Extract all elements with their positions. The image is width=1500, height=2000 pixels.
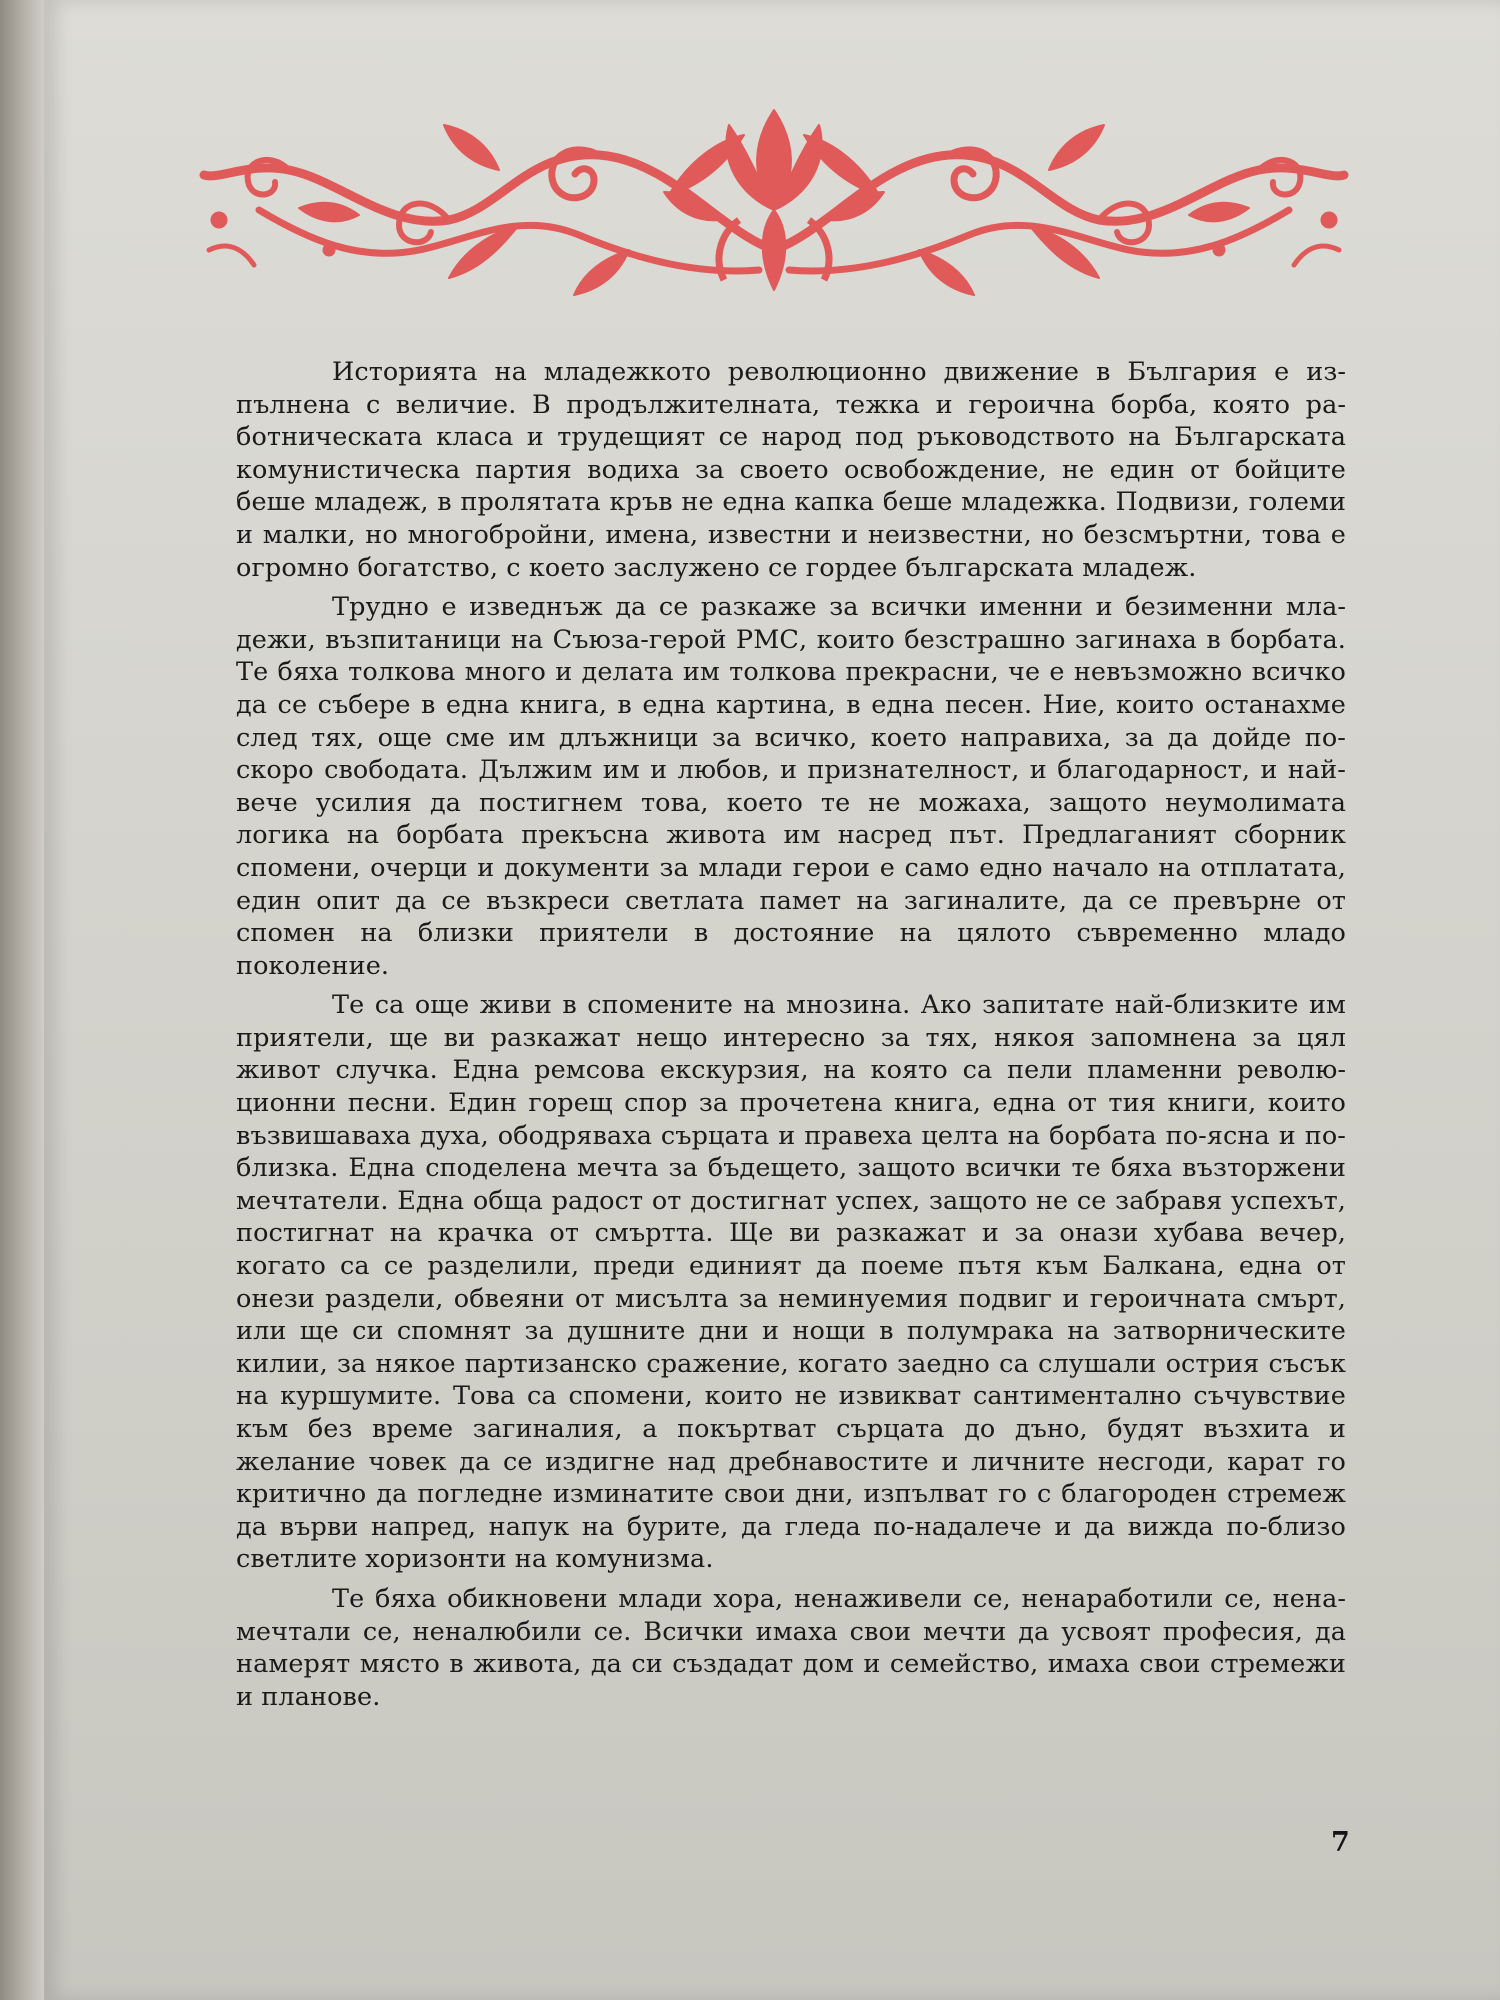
paragraph-1: Историята на младежкото революционно движение в България е изпълнена с величие. В продължителната, тежка и героична борба, която работническата класа и трудещият се народ под ръководството на Българската комунистическа партия водиха за своето освобождение, не един от бойците беше младеж, в пролятата кръв не една капка беше младежка. Подвизи, големи и малки, но многобройни, имена, известни и неизвестни, но безсмъртни, това е огромно богатство, с което заслужено се гордее българската младеж. — [236, 357, 1346, 583]
body-text — [236, 356, 1346, 1720]
book-page — [44, 0, 1500, 2000]
paragraph-3: Те са още живи в спомените на мнозина. Ако запитате най-близките им приятели, ще ви разкажат нещо интересно за тях, някоя запомнена за цял живот случка. Една ремсова екскурзия, на която са пели пламенни революционни песни. Един горещ спор за прочетена книга, една от тия книги, които възвишаваха духа, ободряваха сърцата и правеха целта на борбата по-ясна и по-близка. Една споделена мечта за бъдещето, защото всички те бяха възторжени мечтатели. Една обща радост от достигнат успех, защото не се забравя успехът, постигнат на крачка от смъртта. Ще ви разкажат и за онази хубава вечер, когато са се разделили, преди единият да поеме пътя към Балкана, една от онези раздели, обвеяни от мисълта за неминуемия подвиг и героичната смърт, или ще си спомнят за душните дни и нощи в полумрака на затворническите килии, за някое партизанско сражение, когато заедно са слушали острия съсък на куршумите. Това са спомени, които не извикват сантиментално съчувствие към без време загиналия, а покъртват сърцата до дъно, будят възхита и желание човек да се издигне над дребнавостите и личните несгоди, карат го критично да погледне изминатите свои дни, изпълват го с благороден стремеж да върви напред, напук на бурите, да гледа по-надалече и да вижда по-близо светлите хоризонти на комунизма. — [236, 990, 1346, 1575]
folk-floral-ornament-icon — [199, 100, 1349, 300]
paragraph-4: Те бяха обикновени млади хора, ненаживели се, ненаработили се, ненамечтали се, неналюбили се. Всички имаха свои мечти да усвоят професия, да намерят място в живота, да си създадат дом и семейство, имаха свои стремежи и планове. — [236, 1583, 1346, 1712]
page-binding-edge — [0, 0, 44, 2000]
page-number: 7 — [1331, 1827, 1350, 1858]
paragraph-2: Трудно е изведнъж да се разкаже за всички именни и безименни младежи, възпитаници на Съюза-герой РМС, които безстрашно загинаха в борбата. Те бяха толкова много и делата им толкова прекрасни, че е невъзможно всичко да се събере в една книга, в една картина, в една песен. Ние, които останахме след тях, още сме им длъжници за всичко, което направиха, за да дойде по-скоро свободата. Дължим им и любов, и признателност, и благодарност, и най-вече усилия да постигнем това, което те не можаха, защото неумолимата логика на борбата прекъсна живота им насред път. Предлаганият сборник спомени, очерци и документи за млади герои е само едно начало на отплатата, един опит да се възкреси светлата памет на загиналите, да се превърне от спомен на близки приятели в достояние на цялото съвременно младо поколение. — [236, 592, 1346, 981]
